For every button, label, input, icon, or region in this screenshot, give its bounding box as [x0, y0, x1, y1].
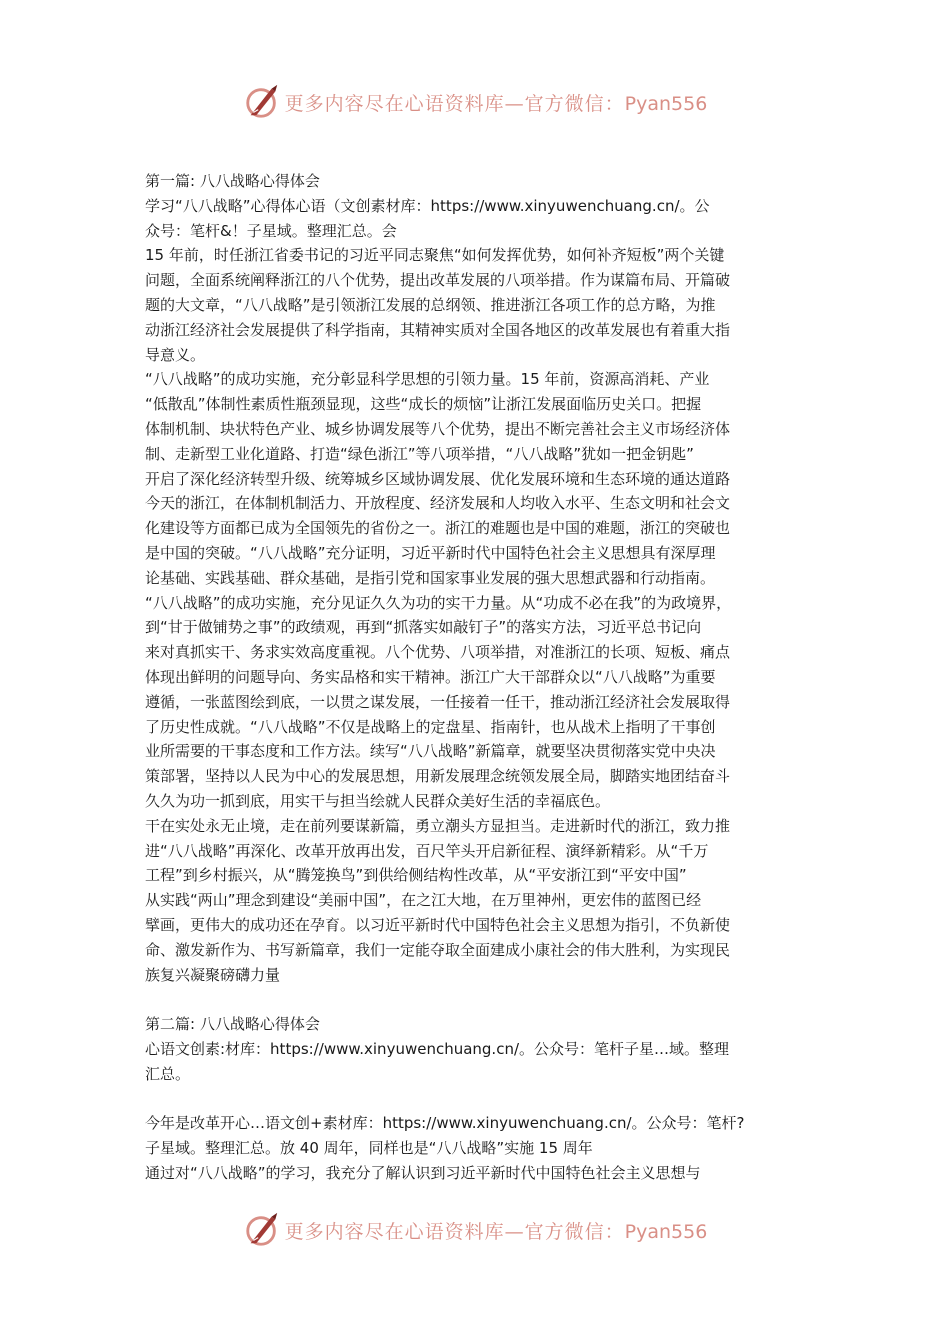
blank-line: [145, 987, 817, 1012]
text-line: 学习“八八战略”心得体心语（文创素材库：https://www.xinyuwenchuang.cn/。公: [145, 196, 710, 215]
watermark-text: 更多内容尽在心语资料库—官方微信：Pyan556: [284, 92, 708, 115]
text-line: 15 年前，时任浙江省委书记的习近平同志聚焦“如何发挥优势，如何补齐短板”两个关键: [145, 246, 725, 265]
text-line: 开启了深化经济转型升级、统筹城乡区域协调发展、优化发展环境和生态环境的通达道路: [145, 469, 731, 488]
text-line: 论基础、实践基础、群众基础，是指引党和国家事业发展的强大思想武器和行动指南。: [145, 568, 716, 587]
text-line: 通过对“八八战略”的学习，我充分了解认识到习近平新时代中国特色社会主义思想与: [145, 1163, 701, 1182]
text-line: 工程”到乡村振兴，从“腾笼换鸟”到供给侧结构性改革，从“平安浙江到“平安中国”: [145, 866, 687, 885]
section-heading: 第二篇: 八八战略心得体会: [145, 1015, 320, 1034]
text-line: 从实践“两山”理念到建设“美丽中国”，在之江大地，在万里神州，更宏伟的蓝图已经: [145, 891, 702, 910]
article-body: [145, 169, 817, 1186]
watermark-text: 更多内容尽在心语资料库—官方微信：Pyan556: [284, 1220, 708, 1243]
quill-logo-icon: [243, 83, 281, 121]
text-line: 题的大文章，“八八战略”是引领浙江发展的总纲领、推进浙江各项工作的总方略，为推: [145, 295, 716, 314]
text-line: 业所需要的干事态度和工作方法。续写“八八战略”新篇章，就要坚决贯彻落实党中央决: [145, 742, 716, 761]
text-line: 擘画，更伟大的成功还在孕育。以习近平新时代中国特色社会主义思想为指引，不负新使: [145, 915, 731, 934]
text-line: 汇总。: [145, 1064, 191, 1083]
text-line: 是中国的突破。“八八战略”充分证明，习近平新时代中国特色社会主义思想具有深厚理: [145, 543, 716, 562]
text-line: 子星域。整理汇总。放 40 周年，同样也是“八八战略”实施 15 周年: [145, 1139, 593, 1158]
text-line: 众号：笔杆&！子星域。整理汇总。会: [145, 221, 397, 240]
text-line: 进“八八战略”再深化、改革开放再出发，百尺竿头开启新征程、演绎新精彩。从“千万: [145, 841, 709, 860]
footer-watermark-banner: [0, 1208, 950, 1252]
text-line: 今天的浙江，在体制机制活力、开放程度、经济发展和人均收入水平、生态文明和社会文: [145, 494, 731, 513]
text-line: “八八战略”的成功实施，充分彰显科学思想的引领力量。15 年前，资源高消耗、产业: [145, 370, 710, 389]
text-line: 心语文创素:材库：https://www.xinyuwenchuang.cn/。公众号：笔杆子星…域。整理: [145, 1039, 730, 1058]
text-line: 遵循，一张蓝图绘到底，一以贯之谋发展，一任接着一任干，推动浙江经济社会发展取得: [145, 692, 731, 711]
text-line: 导意义。: [145, 345, 206, 364]
text-line: 今年是改革开心…语文创+素材库：https://www.xinyuwenchuang.cn/。公众号：笔杆?: [145, 1114, 745, 1133]
text-line: 问题，全面系统阐释浙江的八个优势，提出改革发展的八项举措。作为谋篇布局、开篇破: [145, 271, 731, 290]
text-line: 动浙江经济社会发展提供了科学指南，其精神实质对全国各地区的改革发展也有着重大指: [145, 320, 731, 339]
text-line: “八八战略”的成功实施，充分见证久久为功的实干力量。从“功成不必在我”的为政境界，: [145, 593, 732, 612]
text-line: 来对真抓实干、务求实效高度重视。八个优势、八项举措，对准浙江的长项、短板、痛点: [145, 643, 731, 662]
text-line: 久久为功一抓到底，用实干与担当绘就人民群众美好生活的幸福底色。: [145, 791, 611, 810]
text-line: 到“甘于做铺势之事”的政绩观，再到“抓落实如敲钉子”的落实方法，习近平总书记向: [145, 618, 702, 637]
text-line: 体现出鲜明的问题导向、务实品格和实干精神。浙江广大干部群众以“八八战略”为重要: [145, 667, 716, 686]
text-line: 化建设等方面都已成为全国领先的省份之一。浙江的难题也是中国的难题，浙江的突破也: [145, 519, 731, 538]
header-watermark-banner: [0, 80, 950, 124]
text-line: 命、激发新作为、书写新篇章，我们一定能夺取全面建成小康社会的伟大胜利，为实现民: [145, 940, 731, 959]
text-line: 了历史性成就。“八八战略”不仅是战略上的定盘星、指南针，也从战术上指明了干事创: [145, 717, 716, 736]
text-line: 干在实处永无止境，走在前列要谋新篇，勇立潮头方显担当。走进新时代的浙江，致力推: [145, 816, 731, 835]
quill-logo-icon: [243, 1211, 281, 1249]
blank-line: [145, 1086, 817, 1111]
section-heading: 第一篇: 八八战略心得体会: [145, 172, 320, 190]
text-line: 族复兴凝聚磅礴力量: [145, 965, 281, 984]
text-line: 制、走新型工业化道路、打造“绿色浙江”等八项举措，“八八战略”犹如一把金钥匙”: [145, 444, 694, 463]
text-line: 策部署，坚持以人民为中心的发展思想，用新发展理念统领发展全局，脚踏实地团结奋斗: [145, 767, 731, 786]
text-line: 体制机制、块状特色产业、城乡协调发展等八个优势，提出不断完善社会主义市场经济体: [145, 419, 731, 438]
text-line: “低散乱”体制性素质性瓶颈显现，这些“成长的烦恼”让浙江发展面临历史关口。把握: [145, 395, 702, 414]
